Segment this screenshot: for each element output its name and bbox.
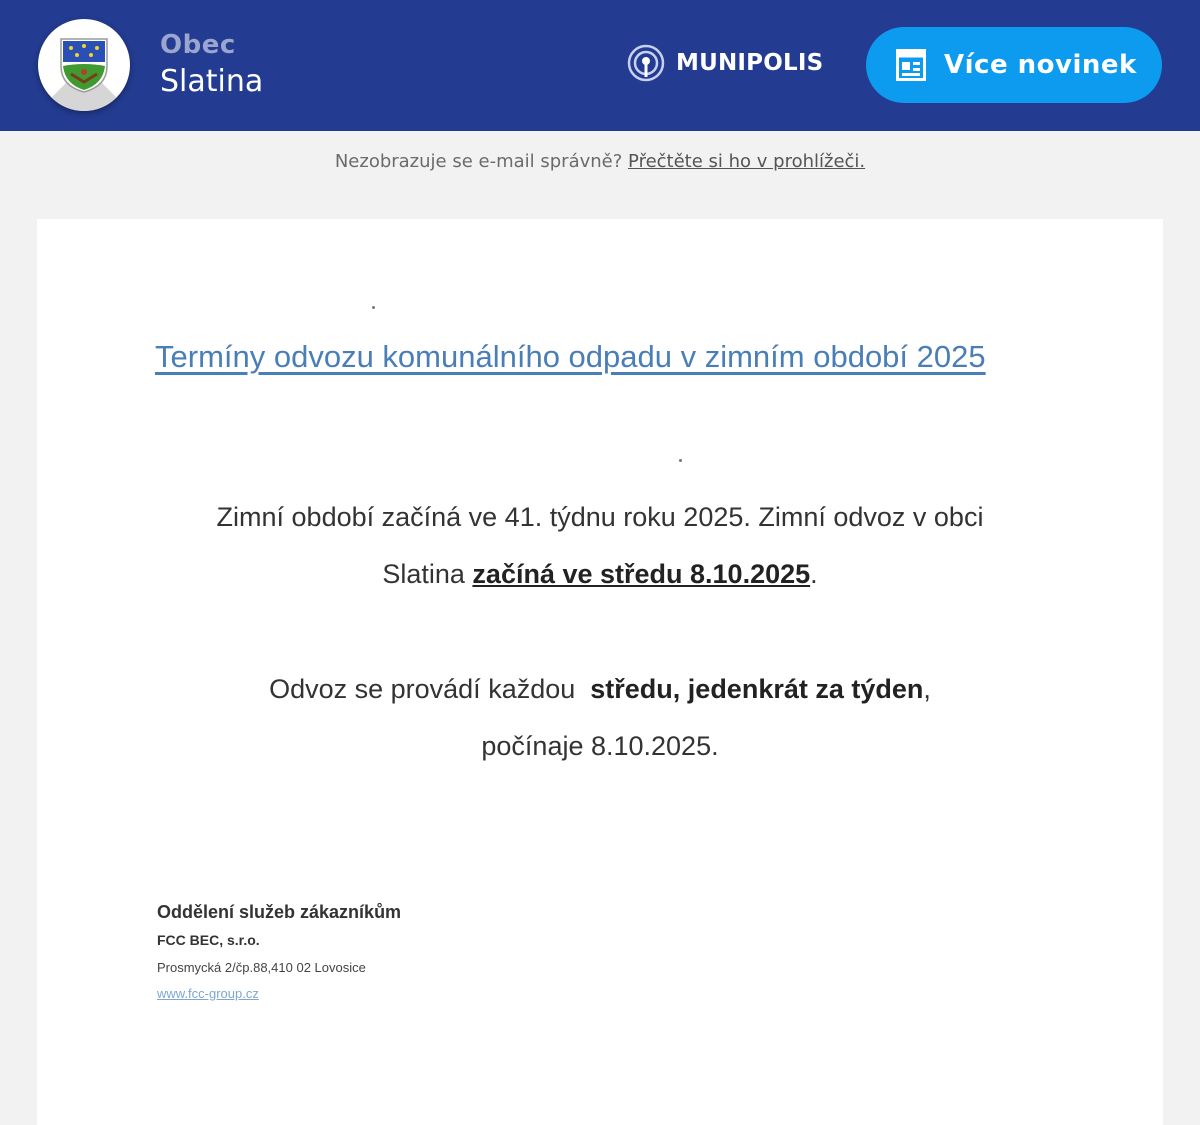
start-date-emphasis: začíná ve středu 8.10.2025 [472, 559, 811, 589]
news-icon [896, 49, 926, 81]
signature-address: Prosmycká 2/čp.88,410 02 Lovosice [157, 960, 366, 975]
municipality-name: Slatina [160, 64, 264, 99]
email-header [0, 0, 1200, 131]
schedule-text: Odvoz se provádí každou [269, 674, 576, 704]
scan-speck [372, 306, 375, 309]
signature-department: Oddělení služeb zákazníkům [157, 902, 402, 922]
schedule-comma: , [923, 674, 931, 704]
broadcast-icon [626, 43, 666, 83]
municipality-logo[interactable] [38, 19, 130, 111]
notice-text: Nezobrazuje se e-mail správně? [334, 151, 623, 172]
partner-name: MUNIPOLIS [676, 50, 824, 76]
message-card [37, 219, 1163, 1125]
more-news-label: Více novinek [944, 50, 1137, 80]
paragraph-1-line-1: Zimní období začíná ve 41. týdnu roku 2025. Zimní odvoz v obci [216, 502, 984, 532]
municipal-crest-icon [57, 36, 111, 94]
municipality-mention: Slatina [382, 559, 465, 589]
schedule-emphasis: středu, jedenkrát za týden [590, 674, 924, 704]
paragraph-2-line-2: počínaje 8.10.2025. [481, 731, 719, 761]
view-in-browser-notice [0, 151, 1200, 172]
more-news-button[interactable] [866, 27, 1162, 103]
paragraph-1-line-2 [37, 559, 1163, 590]
signature-company: FCC BEC, s.r.o. [157, 932, 260, 948]
view-in-browser-link[interactable]: Přečtěte si ho v prohlížeči. [628, 151, 866, 172]
document-title: Termíny odvozu komunálního odpadu v zimním období 2025 [155, 339, 986, 374]
scan-speck [679, 459, 682, 462]
sentence-end: . [810, 559, 818, 589]
signature-website-link[interactable]: www.fcc-group.cz [157, 986, 259, 1001]
munipolis-logo[interactable] [626, 42, 823, 84]
brand-prefix: Obec [160, 30, 236, 60]
paragraph-2-line-1 [37, 674, 1163, 705]
